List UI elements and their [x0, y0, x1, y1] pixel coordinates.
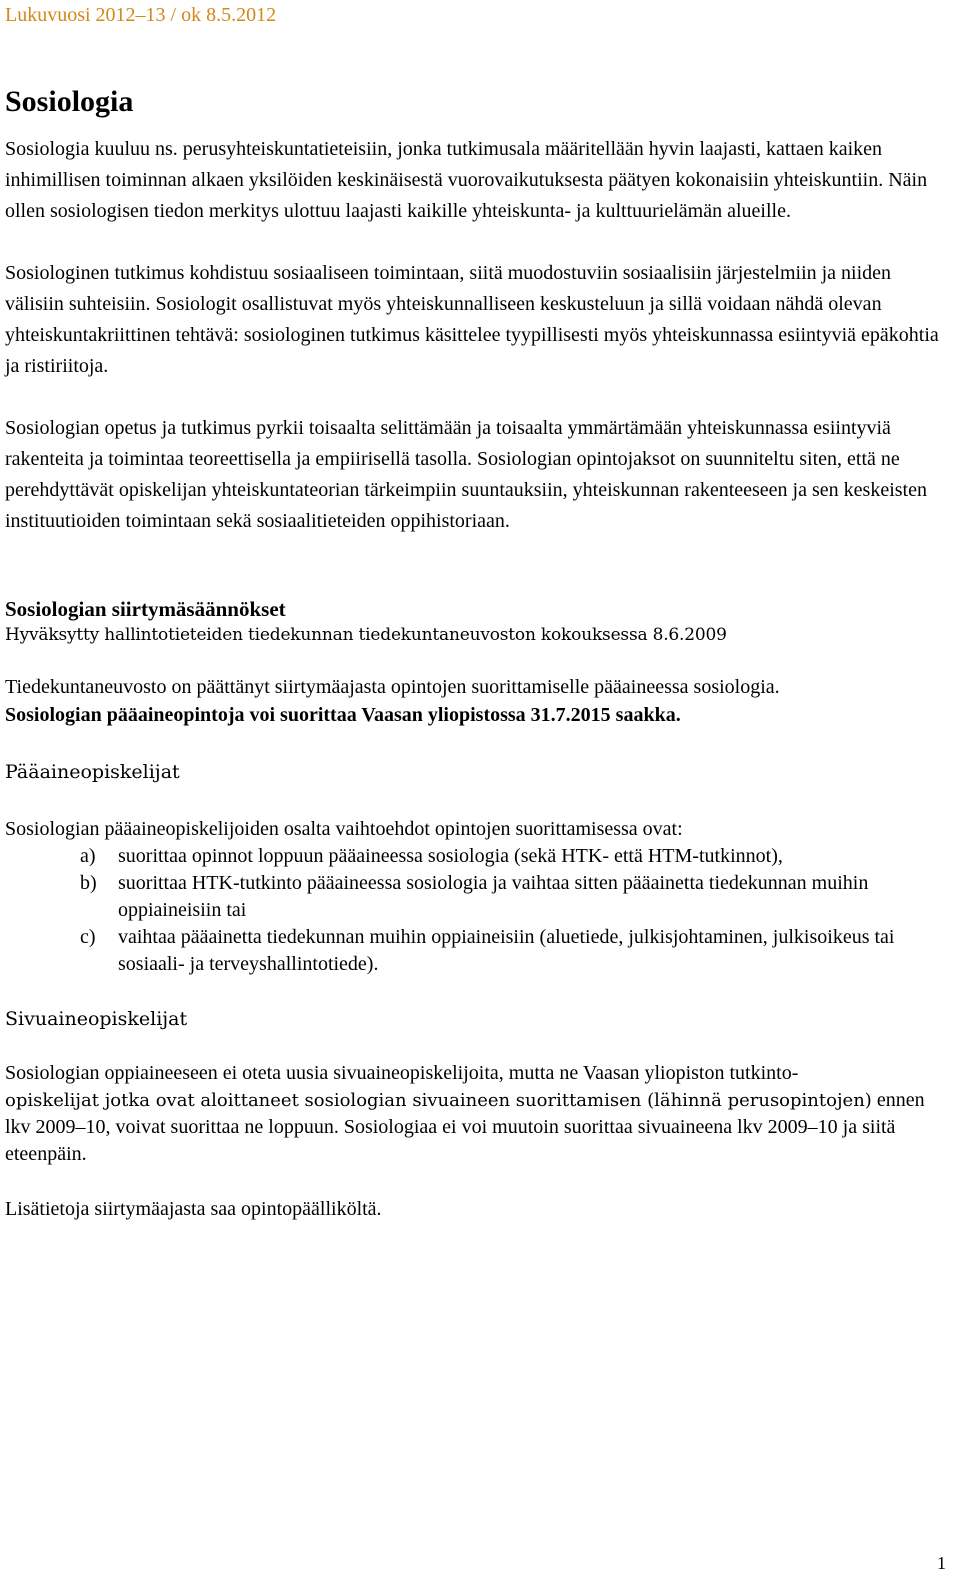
list-marker: a) — [80, 845, 96, 867]
document-header: Lukuvuosi 2012–13 / ok 8.5.2012 — [5, 4, 277, 26]
intro-paragraph-3: Sosiologian opetus ja tutkimus pyrkii toisaalta selittämään ja toisaalta ymmärtämään yhteiskunnassa esiintyviä rakenteita ja toimintaa teoreettisella ja empiirisellä tasolla. Sosiologian opintojaksot on suunniteltu siten, että ne perehdyttävät opiskelijan yhteiskuntateorian tärkeimpiin suuntauksiin, yhteiskunnan rakenteeseen ja sen keskeisten instituutioiden toimintaan sekä sosiaalitieteiden oppihistoriaan. — [5, 417, 927, 532]
minor-text-line-2: opiskelijat jotka ovat aloittaneet sosiologian sivuaineen suorittamisen (lähinnä perusopintojen) — [5, 1090, 872, 1111]
document-page — [5, 0, 945, 1223]
major-students-heading: Pääaineopiskelijat — [5, 761, 180, 783]
list-item — [80, 843, 945, 870]
list-item-text: vaihtaa pääainetta tiedekunnan muihin oppiaineisiin (aluetiede, julkisjohtaminen, julkisoikeus tai sosiaali- ja terveyshallintotiede). — [118, 926, 895, 975]
list-item-text: suorittaa HTK-tutkinto pääaineessa sosiologia ja vaihtaa sitten pääainetta tiedekunnan muihin oppiaineisiin tai — [118, 872, 869, 921]
intro-paragraph-1: Sosiologia kuuluu ns. perusyhteiskuntatieteisiin, jonka tutkimusala määritellään hyvin laajasti, kattaen kaiken inhimillisen toiminnan alkaen yksilöiden keskinäisestä vuorovaikutuksesta päätyen kokonaisiin yhteiskuntiin. Näin ollen sosiologisen tiedon merkitys ulottuu laajasti kaikille yhteiskunta- ja kulttuurielämän alueille. — [5, 138, 928, 222]
list-marker: c) — [80, 926, 96, 948]
decision-paragraph — [5, 673, 945, 729]
minor-text-line-1: Sosiologian oppiaineeseen ei oteta uusia sivuaineopiskelijoita, mutta ne Vaasan yliopiston tutkinto- — [5, 1062, 799, 1084]
intro-paragraph-2: Sosiologinen tutkimus kohdistuu sosiaaliseen toimintaan, siitä muodostuviin sosiaalisiin järjestelmiin ja niiden välisiin suhteisiin. Sosiologit osallistuvat myös yhteiskunnalliseen keskusteluun ja sillä voidaan nähdä olevan yhteiskuntakriittinen tehtävä: sosiologinen tutkimus käsittelee tyypillisesti myös yhteiskunnassa esiintyviä epäkohtia ja ristiriitoja. — [5, 262, 939, 377]
contact-info: Lisätietoja siirtymäajasta saa opintopäälliköltä. — [5, 1198, 382, 1220]
transition-section-title: Sosiologian siirtymäsäännökset — [5, 597, 286, 621]
list-item — [80, 870, 945, 924]
decision-deadline: Sosiologian pääaineopintoja voi suorittaa Vaasan yliopistossa 31.7.2015 saakka. — [5, 704, 681, 726]
major-options-intro: Sosiologian pääaineopiskelijoiden osalta vaihtoehdot opintojen suorittamisessa ovat: — [5, 818, 683, 840]
list-item-text: suorittaa opinnot loppuun pääaineessa sosiologia (sekä HTK- että HTM-tutkinnot), — [118, 845, 783, 867]
minor-students-paragraph — [5, 1060, 945, 1168]
page-number: 1 — [937, 1553, 946, 1573]
approval-note: Hyväksytty hallintotieteiden tiedekunnan tiedekuntaneuvoston kokouksessa 8.6.2009 — [5, 625, 727, 645]
page-title: Sosiologia — [5, 85, 134, 118]
decision-text: Tiedekuntaneuvosto on päättänyt siirtymäajasta opintojen suorittamiselle pääaineessa sosiologia. — [5, 676, 780, 698]
major-options-list — [5, 843, 945, 978]
minor-students-heading: Sivuaineopiskelijat — [5, 1008, 188, 1030]
minor-text-rest: ennen lkv 2009–10, voivat suorittaa ne loppuun. Sosiologiaa ei voi muutoin suorittaa sivuaineena lkv 2009–10 ja siitä eteenpäin. — [5, 1089, 925, 1165]
list-marker: b) — [80, 872, 97, 894]
list-item — [80, 924, 945, 978]
